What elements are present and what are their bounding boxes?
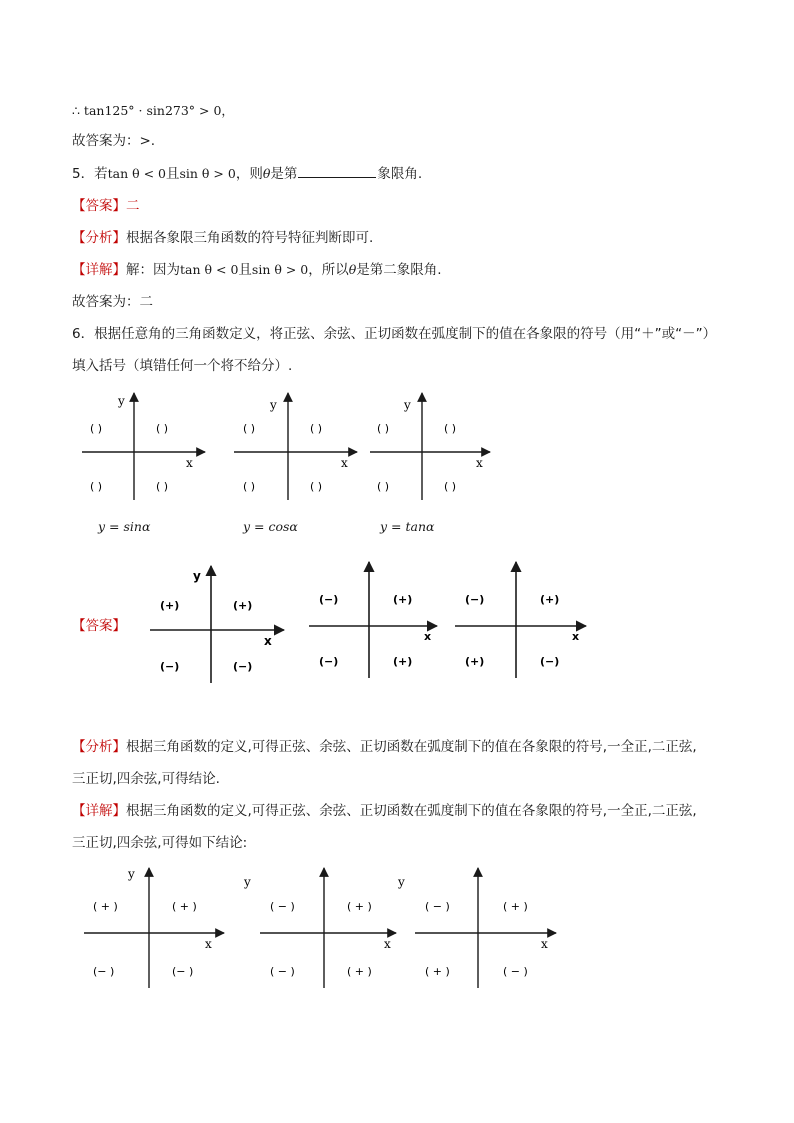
sign-q4: ( + ) xyxy=(347,965,372,978)
q5-theta: θ xyxy=(262,166,271,181)
analysis-6-line2: 三正切,四余弦,可得结论. xyxy=(72,771,220,787)
x-axis-label: x xyxy=(476,456,483,470)
answer-axes-sin xyxy=(150,566,284,683)
y-axis-label: y xyxy=(118,394,125,408)
analysis-tag: 【分析】 xyxy=(72,230,126,246)
detail-axes-cos xyxy=(243,868,396,988)
sign-q3: (−) xyxy=(319,655,339,668)
detail-6-tag: 【详解】 xyxy=(72,803,126,819)
detail-6-line1 xyxy=(72,801,697,821)
sign-q1: (+) xyxy=(393,593,413,606)
blank-bracket-q3: ( ) xyxy=(90,480,103,493)
q5-and: 且 xyxy=(166,166,180,182)
y-axis-label: y xyxy=(193,569,201,583)
blank-bracket-q2: ( ) xyxy=(90,422,103,435)
line-conclusion: ∴ tan125° · sin273° > 0， xyxy=(72,103,234,118)
x-axis-label: x xyxy=(541,937,548,951)
blank-axes-cos xyxy=(234,393,357,500)
analysis-text: 根据各象限三角函数的符号特征判断即可. xyxy=(126,230,374,246)
x-axis-label: x xyxy=(572,630,580,643)
blank-axes-tan xyxy=(370,393,490,500)
sign-q1: (+) xyxy=(540,593,560,606)
blank-bracket-q2: ( ) xyxy=(377,422,390,435)
q5-sin-cond: sin θ > 0 xyxy=(179,166,236,181)
detail-6-text: 根据三角函数的定义,可得正弦、余弦、正切函数在弧度制下的值在各象限的符号,一全正,二正弦, xyxy=(126,803,697,819)
q5-is: 是第 xyxy=(270,166,298,182)
sign-q3: (− ) xyxy=(93,965,115,978)
sign-q2: ( − ) xyxy=(425,900,450,913)
y-axis-label: y xyxy=(244,875,251,889)
question-6-line1: 6．根据任意角的三角函数定义，将正弦、余弦、正切函数在弧度制下的值在各象限的符号（用“＋”或“－”） xyxy=(72,326,717,342)
sign-q2: ( − ) xyxy=(270,900,295,913)
sign-q3: (−) xyxy=(160,660,180,673)
detail-tan-cond: tan θ < 0 xyxy=(180,262,239,277)
analysis-6-tag: 【分析】 xyxy=(72,739,126,755)
x-axis-label: x xyxy=(424,630,432,643)
analysis-6-line1 xyxy=(72,737,697,757)
blank-bracket-q1: ( ) xyxy=(156,422,169,435)
sign-q1: (+) xyxy=(233,599,253,612)
answer-axes-cos xyxy=(309,562,437,678)
x-axis-label: x xyxy=(384,937,391,951)
detail-and: 且 xyxy=(238,262,252,278)
sign-q4: (−) xyxy=(540,655,560,668)
answer-6-tag: 【答案】 xyxy=(72,618,126,634)
sign-q1: ( + ) xyxy=(347,900,372,913)
y-axis-label: y xyxy=(398,875,405,889)
x-axis-label: x xyxy=(264,634,272,648)
blank-bracket-q3: ( ) xyxy=(377,480,390,493)
analysis-6-text: 根据三角函数的定义,可得正弦、余弦、正切函数在弧度制下的值在各象限的符号,一全正,二正弦, xyxy=(126,739,697,755)
detail-theta: θ xyxy=(348,262,357,277)
sign-q3: (+) xyxy=(465,655,485,668)
sign-q4: (− ) xyxy=(172,965,194,978)
sign-q2: ( + ) xyxy=(93,900,118,913)
y-axis-label: y xyxy=(128,867,135,881)
sign-q2: (−) xyxy=(465,593,485,606)
caption-sin: y = sinα xyxy=(98,519,151,534)
answer-tag: 【答案】 xyxy=(72,198,126,214)
q5-tan-cond: tan θ < 0 xyxy=(107,166,166,181)
x-axis-label: x xyxy=(186,456,193,470)
blank-bracket-q4: ( ) xyxy=(310,480,323,493)
blank-bracket-q4: ( ) xyxy=(156,480,169,493)
y-axis-label: y xyxy=(404,398,411,412)
caption-tan: y = tanα xyxy=(380,519,435,534)
sign-q4: ( − ) xyxy=(503,965,528,978)
detail-axes-tan xyxy=(397,868,556,988)
blank-bracket-q2: ( ) xyxy=(243,422,256,435)
detail-sin-cond: sin θ > 0 xyxy=(251,262,309,277)
sign-q4: (+) xyxy=(393,655,413,668)
detail-6-line2: 三正切,四余弦,可得如下结论: xyxy=(72,835,248,851)
sign-q1: ( + ) xyxy=(172,900,197,913)
sign-q3: ( − ) xyxy=(270,965,295,978)
x-axis-label: x xyxy=(341,456,348,470)
detail-tag: 【详解】 xyxy=(72,262,126,278)
blank-bracket-q4: ( ) xyxy=(444,480,457,493)
blank-bracket-q3: ( ) xyxy=(243,480,256,493)
blank-bracket-q1: ( ) xyxy=(444,422,457,435)
sign-q1: ( + ) xyxy=(503,900,528,913)
detail-text-b: ，所以 xyxy=(308,262,349,278)
blank-axes-sin xyxy=(82,393,205,500)
q5-then: ，则 xyxy=(235,166,263,182)
detail-text-c: 是第二象限角. xyxy=(356,262,442,278)
blank-bracket-q1: ( ) xyxy=(310,422,323,435)
sign-q4: (−) xyxy=(233,660,253,673)
y-axis-label: y xyxy=(270,398,277,412)
q5-number: 5．若 xyxy=(72,166,108,182)
sign-q3: ( + ) xyxy=(425,965,450,978)
detail-text-a: 解：因为 xyxy=(126,262,180,278)
line-answer-5: 故答案为：二 xyxy=(72,294,153,310)
answer-axes-tan xyxy=(455,562,586,678)
detail-axes-sin xyxy=(84,867,224,988)
question-6-line2: 填入括号（填错任何一个将不给分）. xyxy=(72,358,293,374)
sign-q2: (+) xyxy=(160,599,180,612)
sign-q2: (−) xyxy=(319,593,339,606)
x-axis-label: x xyxy=(205,937,212,951)
line-answer-prev: 故答案为：>. xyxy=(72,133,156,149)
answer-value: 二 xyxy=(126,198,140,214)
q5-end: 象限角. xyxy=(377,166,423,182)
caption-cos: y = cosα xyxy=(243,519,298,534)
